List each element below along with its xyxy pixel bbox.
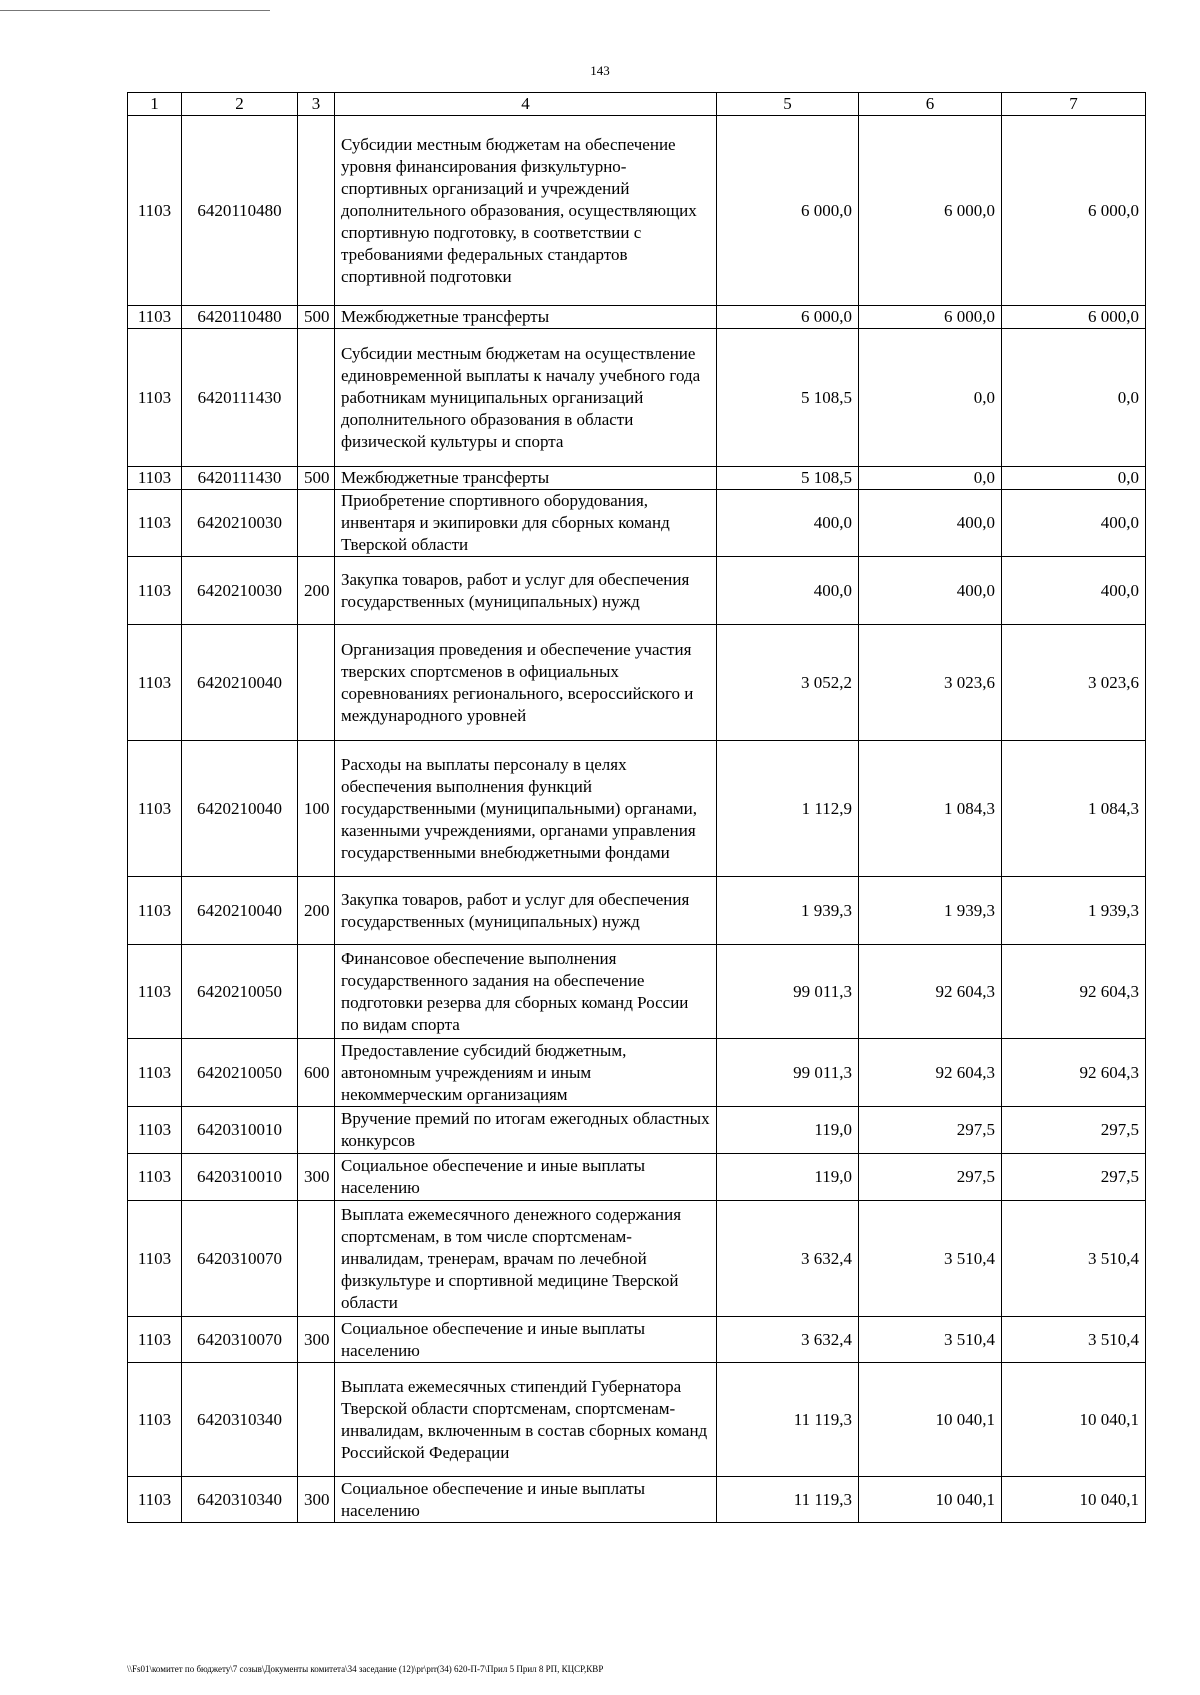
cell-value-col5: 1 112,9 <box>717 741 859 877</box>
cell-value-col6: 297,5 <box>859 1107 1002 1154</box>
cell-expense-type: 500 <box>298 306 335 329</box>
cell-value-col5: 400,0 <box>717 557 859 625</box>
cell-description: Социальное обеспечение и иные выплаты населению <box>335 1154 717 1201</box>
cell-expense-type <box>298 1363 335 1477</box>
cell-value-col5: 400,0 <box>717 490 859 557</box>
cell-code: 6420110480 <box>182 116 298 306</box>
cell-value-col5: 3 632,4 <box>717 1317 859 1363</box>
cell-value-col6: 297,5 <box>859 1154 1002 1201</box>
table-row <box>128 945 1146 1039</box>
cell-description: Финансовое обеспечение выполнения государственного задания на обеспечение подготовки резерва для сборных команд России по видам спорта <box>335 945 717 1039</box>
cell-value-col6: 92 604,3 <box>859 945 1002 1039</box>
cell-code: 6420210040 <box>182 625 298 741</box>
cell-value-col7: 10 040,1 <box>1002 1363 1146 1477</box>
cell-expense-type: 300 <box>298 1317 335 1363</box>
cell-value-col7: 1 939,3 <box>1002 877 1146 945</box>
table-row <box>128 116 1146 306</box>
header-col-6: 6 <box>859 93 1002 116</box>
cell-section: 1103 <box>128 557 182 625</box>
cell-code: 6420210030 <box>182 557 298 625</box>
cell-value-col7: 6 000,0 <box>1002 306 1146 329</box>
cell-value-col6: 6 000,0 <box>859 306 1002 329</box>
cell-value-col6: 0,0 <box>859 467 1002 490</box>
top-scan-line <box>0 10 270 11</box>
cell-value-col7: 297,5 <box>1002 1107 1146 1154</box>
cell-value-col6: 1 084,3 <box>859 741 1002 877</box>
cell-code: 6420310340 <box>182 1477 298 1523</box>
cell-value-col6: 0,0 <box>859 329 1002 467</box>
header-row <box>128 93 1146 116</box>
cell-value-col5: 11 119,3 <box>717 1363 859 1477</box>
cell-value-col6: 3 023,6 <box>859 625 1002 741</box>
table-row <box>128 329 1146 467</box>
cell-description: Выплата ежемесячного денежного содержания спортсменам, в том числе спортсменам-инвалидам, тренерам, врачам по лечебной физкультуре и спортивной медицине Тверской области <box>335 1201 717 1317</box>
header-col-2: 2 <box>182 93 298 116</box>
cell-value-col7: 92 604,3 <box>1002 945 1146 1039</box>
cell-section: 1103 <box>128 329 182 467</box>
cell-value-col7: 297,5 <box>1002 1154 1146 1201</box>
table-row <box>128 1039 1146 1107</box>
cell-description: Межбюджетные трансферты <box>335 306 717 329</box>
cell-code: 6420310010 <box>182 1154 298 1201</box>
cell-expense-type <box>298 1201 335 1317</box>
cell-description: Межбюджетные трансферты <box>335 467 717 490</box>
header-col-3: 3 <box>298 93 335 116</box>
cell-description: Социальное обеспечение и иные выплаты населению <box>335 1477 717 1523</box>
cell-code: 6420111430 <box>182 329 298 467</box>
cell-value-col5: 119,0 <box>717 1154 859 1201</box>
cell-expense-type <box>298 945 335 1039</box>
cell-value-col5: 5 108,5 <box>717 467 859 490</box>
cell-code: 6420210040 <box>182 877 298 945</box>
cell-expense-type: 200 <box>298 557 335 625</box>
cell-description: Предоставление субсидий бюджетным, автономным учреждениям и иным некоммерческим организациям <box>335 1039 717 1107</box>
cell-value-col7: 1 084,3 <box>1002 741 1146 877</box>
table-body <box>128 116 1146 1523</box>
cell-value-col6: 6 000,0 <box>859 116 1002 306</box>
table-row <box>128 625 1146 741</box>
table-row <box>128 741 1146 877</box>
budget-table <box>127 92 1146 1523</box>
cell-value-col7: 0,0 <box>1002 329 1146 467</box>
cell-value-col7: 3 510,4 <box>1002 1201 1146 1317</box>
cell-section: 1103 <box>128 1317 182 1363</box>
cell-description: Субсидии местным бюджетам на обеспечение уровня финансирования физкультурно-спортивных организаций и учреждений дополнительного образования, осуществляющих спортивную подготовку, в соответствии с требованиями федеральных стандартов спортивной подготовки <box>335 116 717 306</box>
cell-section: 1103 <box>128 306 182 329</box>
cell-expense-type: 300 <box>298 1477 335 1523</box>
cell-expense-type <box>298 329 335 467</box>
cell-description: Социальное обеспечение и иные выплаты населению <box>335 1317 717 1363</box>
cell-expense-type: 200 <box>298 877 335 945</box>
cell-value-col5: 1 939,3 <box>717 877 859 945</box>
cell-value-col5: 3 052,2 <box>717 625 859 741</box>
cell-expense-type <box>298 1107 335 1154</box>
cell-expense-type <box>298 116 335 306</box>
cell-value-col6: 10 040,1 <box>859 1363 1002 1477</box>
cell-expense-type <box>298 625 335 741</box>
cell-code: 6420310070 <box>182 1317 298 1363</box>
cell-section: 1103 <box>128 116 182 306</box>
page-number: 143 <box>590 63 610 78</box>
cell-value-col5: 119,0 <box>717 1107 859 1154</box>
cell-section: 1103 <box>128 1039 182 1107</box>
cell-value-col6: 92 604,3 <box>859 1039 1002 1107</box>
cell-section: 1103 <box>128 1107 182 1154</box>
cell-description: Закупка товаров, работ и услуг для обеспечения государственных (муниципальных) нужд <box>335 877 717 945</box>
cell-value-col6: 1 939,3 <box>859 877 1002 945</box>
cell-code: 6420310070 <box>182 1201 298 1317</box>
cell-description: Приобретение спортивного оборудования, инвентаря и экипировки для сборных команд Тверской области <box>335 490 717 557</box>
cell-description: Выплата ежемесячных стипендий Губернатора Тверской области спортсменам, спортсменам-инвалидам, включенным в состав сборных команд Российской Федерации <box>335 1363 717 1477</box>
cell-section: 1103 <box>128 877 182 945</box>
table-row <box>128 1107 1146 1154</box>
header-col-5: 5 <box>717 93 859 116</box>
table-row <box>128 1363 1146 1477</box>
cell-value-col6: 3 510,4 <box>859 1317 1002 1363</box>
cell-section: 1103 <box>128 1477 182 1523</box>
table-row <box>128 1201 1146 1317</box>
cell-code: 6420210040 <box>182 741 298 877</box>
table-row <box>128 490 1146 557</box>
table-row <box>128 1154 1146 1201</box>
cell-value-col6: 10 040,1 <box>859 1477 1002 1523</box>
cell-value-col6: 400,0 <box>859 490 1002 557</box>
cell-expense-type: 300 <box>298 1154 335 1201</box>
cell-section: 1103 <box>128 1154 182 1201</box>
cell-section: 1103 <box>128 467 182 490</box>
cell-value-col6: 3 510,4 <box>859 1201 1002 1317</box>
cell-description: Субсидии местным бюджетам на осуществление единовременной выплаты к началу учебного года работникам муниципальных организаций дополнительного образования в области физической культуры и спорта <box>335 329 717 467</box>
cell-value-col5: 5 108,5 <box>717 329 859 467</box>
cell-section: 1103 <box>128 741 182 877</box>
cell-value-col5: 11 119,3 <box>717 1477 859 1523</box>
cell-code: 6420310340 <box>182 1363 298 1477</box>
cell-value-col5: 99 011,3 <box>717 1039 859 1107</box>
cell-value-col5: 6 000,0 <box>717 116 859 306</box>
cell-section: 1103 <box>128 945 182 1039</box>
cell-value-col7: 10 040,1 <box>1002 1477 1146 1523</box>
table-row <box>128 877 1146 945</box>
cell-expense-type: 100 <box>298 741 335 877</box>
cell-value-col7: 3 510,4 <box>1002 1317 1146 1363</box>
cell-value-col5: 3 632,4 <box>717 1201 859 1317</box>
header-col-1: 1 <box>128 93 182 116</box>
table-row <box>128 1477 1146 1523</box>
cell-expense-type <box>298 490 335 557</box>
cell-section: 1103 <box>128 490 182 557</box>
cell-code: 6420210050 <box>182 945 298 1039</box>
header-col-7: 7 <box>1002 93 1146 116</box>
cell-value-col7: 0,0 <box>1002 467 1146 490</box>
cell-code: 6420110480 <box>182 306 298 329</box>
cell-description: Закупка товаров, работ и услуг для обеспечения государственных (муниципальных) нужд <box>335 557 717 625</box>
table-row <box>128 1317 1146 1363</box>
cell-section: 1103 <box>128 1363 182 1477</box>
table-row <box>128 557 1146 625</box>
cell-value-col5: 6 000,0 <box>717 306 859 329</box>
table-row <box>128 306 1146 329</box>
cell-value-col5: 99 011,3 <box>717 945 859 1039</box>
cell-code: 6420111430 <box>182 467 298 490</box>
cell-description: Расходы на выплаты персоналу в целях обеспечения выполнения функций государственными (муниципальными) органами, казенными учреждениями, органами управления государственными внебюджетными фондами <box>335 741 717 877</box>
cell-value-col7: 92 604,3 <box>1002 1039 1146 1107</box>
cell-code: 6420210030 <box>182 490 298 557</box>
cell-section: 1103 <box>128 625 182 741</box>
cell-value-col7: 400,0 <box>1002 557 1146 625</box>
cell-expense-type: 500 <box>298 467 335 490</box>
cell-description: Организация проведения и обеспечение участия тверских спортсменов в официальных соревнованиях регионального, всероссийского и международного уровней <box>335 625 717 741</box>
cell-code: 6420210050 <box>182 1039 298 1107</box>
cell-code: 6420310010 <box>182 1107 298 1154</box>
cell-description: Вручение премий по итогам ежегодных областных конкурсов <box>335 1107 717 1154</box>
cell-section: 1103 <box>128 1201 182 1317</box>
cell-expense-type: 600 <box>298 1039 335 1107</box>
cell-value-col6: 400,0 <box>859 557 1002 625</box>
table-row <box>128 467 1146 490</box>
header-col-4: 4 <box>335 93 717 116</box>
cell-value-col7: 6 000,0 <box>1002 116 1146 306</box>
footer-file-path: \\Fs01\комитет по бюджету\7 созыв\Документы комитета\34 заседание (12)\pr\prr(34) 620-П-7\Прил 5 Прил 8 РП, КЦСР,КВР <box>127 1664 604 1674</box>
cell-value-col7: 400,0 <box>1002 490 1146 557</box>
cell-value-col7: 3 023,6 <box>1002 625 1146 741</box>
